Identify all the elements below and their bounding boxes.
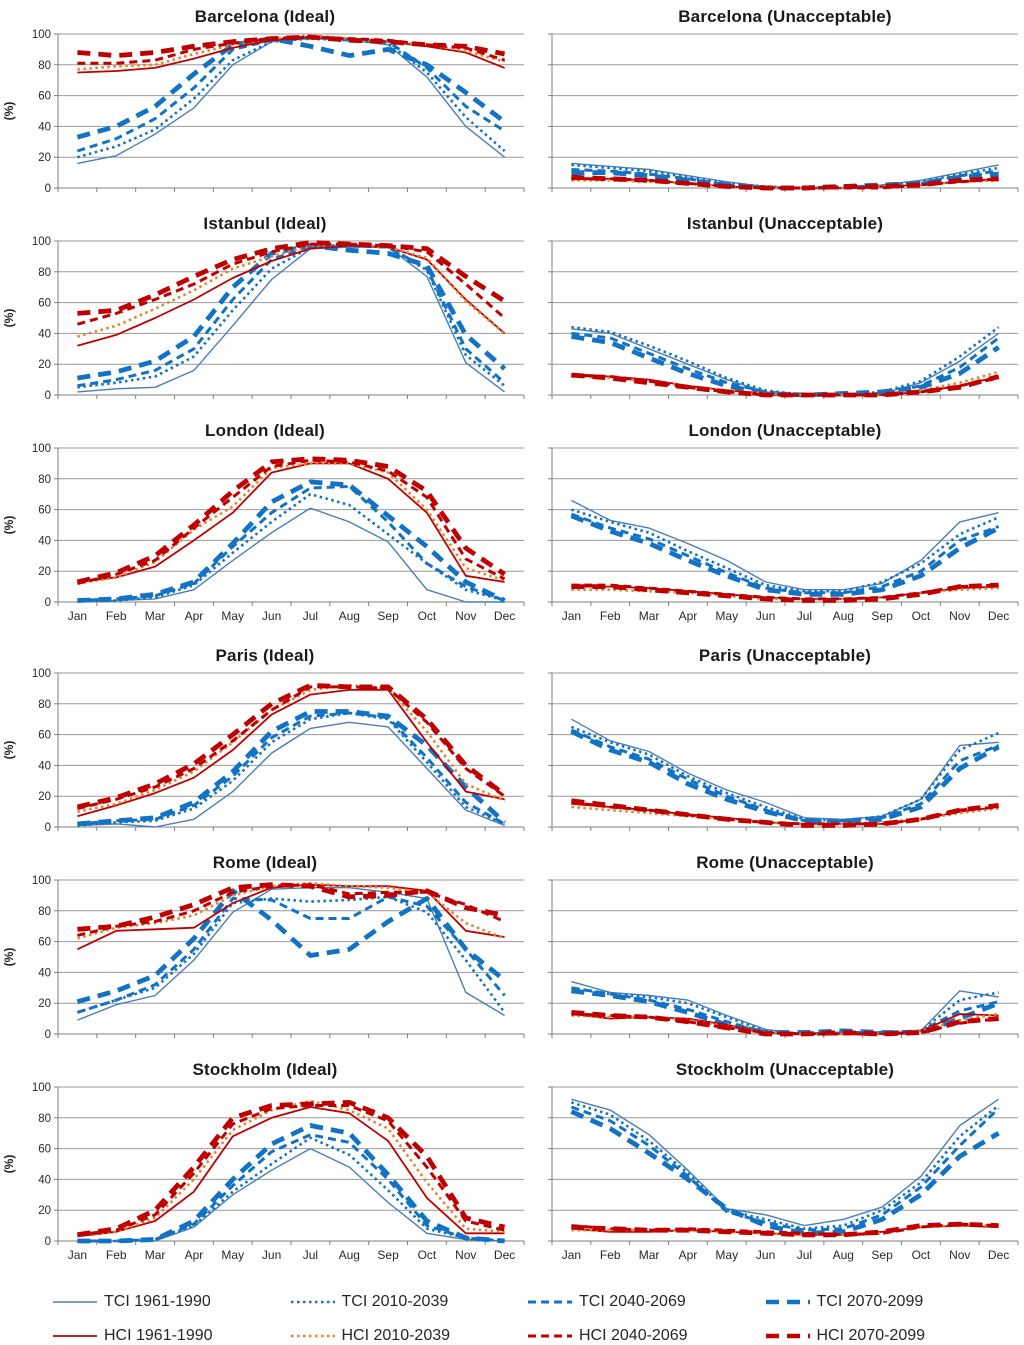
plot-rome-unacceptable [546,874,1024,1042]
svg-text:80: 80 [38,473,51,486]
plot-paris-ideal [0,667,530,835]
series-hci_2040 [77,244,504,324]
svg-text:Sep: Sep [871,609,893,623]
chart-title: London (Ideal) [205,421,325,440]
legend [52,1293,992,1345]
series-hci_2070 [77,885,504,930]
svg-text:Jan: Jan [561,609,582,623]
svg-text:Dec: Dec [493,1248,516,1262]
line-sample-icon [765,1296,811,1308]
line-sample-icon [52,1330,98,1342]
legend-item-hci-2040-2069 [527,1327,755,1345]
svg-text:Mar: Mar [144,1248,166,1262]
svg-text:May: May [221,609,245,623]
series-tci_2010 [571,327,998,395]
chart-istanbul-ideal [0,196,530,403]
plot-istanbul-ideal [0,235,530,403]
svg-text:Mar: Mar [638,1248,660,1262]
svg-text:0: 0 [44,822,51,834]
plot-istanbul-unacceptable [546,235,1024,403]
svg-text:Nov: Nov [949,609,971,623]
svg-text:Sep: Sep [377,1248,399,1262]
svg-text:Dec: Dec [493,609,516,623]
svg-text:Jan: Jan [67,609,88,623]
line-sample-icon [765,1330,811,1342]
svg-text:Apr: Apr [678,1248,698,1262]
line-sample-icon [52,1296,98,1308]
svg-text:80: 80 [38,59,51,72]
series-tci_2070 [77,891,504,1002]
svg-text:60: 60 [38,729,51,742]
chart-paris-unacceptable [546,628,1024,835]
legend-item-hci-2070-2099 [765,1327,993,1345]
series-tci_2070 [77,246,504,379]
svg-text:40: 40 [38,328,51,341]
svg-text:Jun: Jun [755,1248,776,1262]
chart-stockholm-unacceptable [546,1042,1024,1267]
svg-text:40: 40 [38,967,51,980]
chart-title: Barcelona (Unacceptable) [678,7,892,26]
svg-text:100: 100 [31,1082,51,1094]
series-hci_1961 [77,690,504,816]
series-tci_2010 [77,713,504,826]
series-tci_1961 [77,508,504,602]
svg-text:Mar: Mar [144,609,166,623]
svg-text:0: 0 [44,1029,51,1041]
legend-label: HCI 1961-1990 [104,1327,213,1344]
svg-text:Apr: Apr [184,1248,204,1262]
svg-text:Jun: Jun [261,609,282,623]
svg-text:Jul: Jul [302,609,319,623]
svg-text:Nov: Nov [949,1248,971,1262]
chart-title: London (Unacceptable) [688,421,882,440]
svg-text:60: 60 [38,90,51,103]
svg-text:Sep: Sep [377,609,399,623]
svg-text:100: 100 [31,236,51,248]
svg-text:Jul: Jul [302,1248,319,1262]
plot-london-unacceptable [546,442,1024,628]
series-tci_2040 [77,487,504,601]
plot-rome-ideal [0,874,530,1042]
svg-text:Apr: Apr [678,609,698,623]
svg-text:40: 40 [38,535,51,548]
chart-title: Istanbul (Ideal) [203,214,327,233]
svg-text:(%): (%) [2,101,16,121]
svg-text:20: 20 [38,791,51,804]
legend-item-tci-2010-2039 [290,1293,518,1311]
svg-text:Feb: Feb [599,609,621,623]
plot-barcelona-ideal [0,28,530,196]
chart-london-unacceptable [546,403,1024,628]
legend-item-tci-2070-2099 [765,1293,993,1311]
svg-text:60: 60 [38,297,51,310]
series-tci_1961 [77,888,504,1020]
series-hci_2040 [571,802,998,824]
plot-paris-unacceptable [546,667,1024,835]
series-tci_1961 [77,247,504,392]
svg-text:80: 80 [38,905,51,918]
series-hci_2070 [77,37,504,56]
chart-london-ideal [0,403,530,628]
svg-text:Aug: Aug [338,1248,360,1262]
plot-barcelona-unacceptable [546,28,1024,196]
row-paris [0,628,1024,835]
series-tci_2070 [77,712,504,824]
plot-stockholm-unacceptable [546,1081,1024,1267]
svg-text:Dec: Dec [987,609,1010,623]
series-tci_2010 [77,39,504,158]
svg-text:(%): (%) [2,947,16,967]
legend-label: TCI 2070-2099 [816,1293,924,1310]
svg-text:May: May [715,609,739,623]
svg-text:40: 40 [38,121,51,134]
svg-text:Oct: Oct [911,609,931,623]
row-rome [0,835,1024,1042]
svg-text:Nov: Nov [455,1248,477,1262]
svg-text:Oct: Oct [417,609,437,623]
svg-text:80: 80 [38,266,51,279]
svg-text:20: 20 [38,566,51,579]
series-tci_2010 [571,510,998,592]
svg-text:20: 20 [38,1205,51,1218]
chart-title: Istanbul (Unacceptable) [686,214,884,233]
chart-title: Paris (Ideal) [215,646,315,665]
chart-title: Barcelona (Ideal) [194,7,336,26]
svg-text:Jul: Jul [796,609,813,623]
svg-text:0: 0 [44,1236,51,1248]
legend-item-hci-2010-2039 [290,1327,518,1345]
line-sample-icon [527,1330,573,1342]
svg-text:Feb: Feb [105,1248,127,1262]
svg-text:80: 80 [38,698,51,711]
chart-paris-ideal [0,628,530,835]
svg-text:Mar: Mar [638,609,660,623]
svg-text:100: 100 [31,29,51,41]
svg-text:0: 0 [44,390,51,402]
svg-text:Sep: Sep [871,1248,893,1262]
legend-item-hci-1961-1990 [52,1327,280,1345]
chart-title: Rome (Unacceptable) [696,853,874,872]
series-tci_1961 [571,329,998,395]
chart-rome-unacceptable [546,835,1024,1042]
svg-text:(%): (%) [2,740,16,760]
svg-text:100: 100 [31,875,51,887]
legend-label: HCI 2010-2039 [341,1327,451,1344]
chart-title: Stockholm (Unacceptable) [675,1060,895,1079]
legend-item-tci-2040-2069 [527,1293,755,1311]
svg-text:Oct: Oct [417,1248,437,1262]
series-tci_2010 [77,494,504,600]
svg-text:(%): (%) [2,515,16,535]
svg-text:20: 20 [38,152,51,165]
row-istanbul [0,196,1024,403]
chart-title: Rome (Ideal) [212,853,318,872]
legend-item-tci-1961-1990 [52,1293,280,1311]
svg-text:Feb: Feb [599,1248,621,1262]
svg-text:Dec: Dec [987,1248,1010,1262]
chart-title: Paris (Unacceptable) [698,646,872,665]
svg-text:60: 60 [38,504,51,517]
row-london [0,403,1024,628]
svg-text:May: May [221,1248,245,1262]
svg-text:Jan: Jan [561,1248,582,1262]
svg-text:100: 100 [31,443,51,455]
legend-label: HCI 2070-2099 [816,1327,926,1344]
svg-text:Apr: Apr [184,609,204,623]
chart-barcelona-unacceptable [546,0,1024,196]
svg-text:Aug: Aug [832,609,854,623]
plot-stockholm-ideal [0,1081,530,1267]
svg-text:0: 0 [44,183,51,195]
plot-london-ideal [0,442,530,628]
series-tci_2070 [571,337,998,396]
svg-text:Aug: Aug [832,1248,854,1262]
legend-label: HCI 2040-2069 [579,1327,688,1344]
svg-text:40: 40 [38,1174,51,1187]
legend-label: TCI 2040-2069 [579,1293,686,1310]
chart-barcelona-ideal [0,0,530,196]
line-sample-icon [290,1296,336,1308]
svg-text:Jul: Jul [796,1248,813,1262]
series-hci_2070 [571,801,998,826]
svg-text:60: 60 [38,1143,51,1156]
svg-text:0: 0 [44,597,51,609]
chart-istanbul-unacceptable [546,196,1024,403]
svg-text:40: 40 [38,760,51,773]
svg-text:(%): (%) [2,308,16,328]
row-barcelona [0,0,1024,196]
svg-text:20: 20 [38,998,51,1011]
svg-text:Jan: Jan [67,1248,88,1262]
svg-text:Aug: Aug [338,609,360,623]
row-stockholm [0,1042,1024,1267]
line-sample-icon [527,1296,573,1308]
chart-title: Stockholm (Ideal) [192,1060,338,1079]
series-tci_1961 [571,500,998,589]
chart-stockholm-ideal [0,1042,530,1267]
svg-text:Oct: Oct [911,1248,931,1262]
svg-text:May: May [715,1248,739,1262]
svg-text:80: 80 [38,1112,51,1125]
svg-text:(%): (%) [2,1154,16,1174]
svg-text:100: 100 [31,668,51,680]
svg-text:60: 60 [38,936,51,949]
legend-label: TCI 1961-1990 [104,1293,211,1310]
svg-text:20: 20 [38,359,51,372]
svg-text:Nov: Nov [455,609,477,623]
svg-text:Jun: Jun [261,1248,282,1262]
series-tci_2040 [77,713,504,824]
series-hci_2070 [77,1102,504,1234]
svg-text:Jun: Jun [755,609,776,623]
line-sample-icon [290,1330,336,1342]
legend-label: TCI 2010-2039 [341,1293,449,1310]
chart-rome-ideal [0,835,530,1042]
svg-text:Feb: Feb [105,609,127,623]
series-tci_1961 [77,39,504,164]
